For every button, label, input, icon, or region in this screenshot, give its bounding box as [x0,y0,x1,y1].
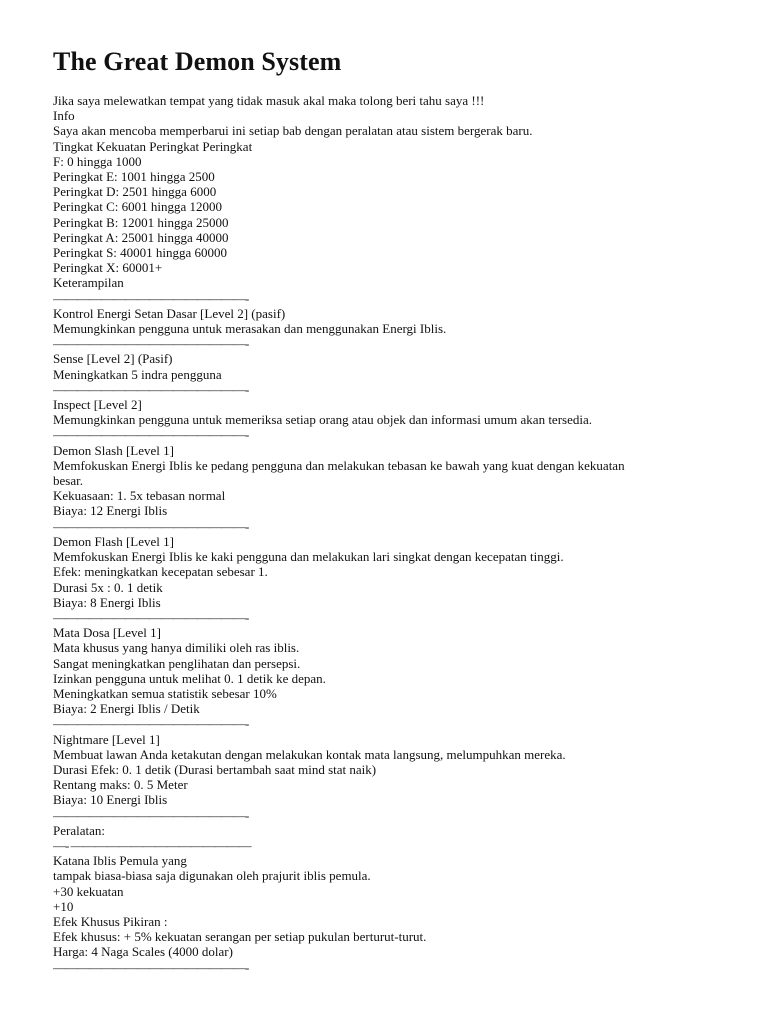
text-line: Biaya: 8 Energi Iblis [53,594,161,610]
text-line: Katana Iblis Pemula yang [53,853,187,869]
text-line: Memungkinkan pengguna untuk memeriksa setiap orang atau objek dan informasi umum akan tersedia. [53,412,592,428]
text-line: Memfokuskan Energi Iblis ke kaki pengguna dan melakukan lari singkat dengan kecepatan tinggi. [53,549,564,565]
separator-line: —- ——————————————— [53,837,251,853]
text-line: Peringkat A: 25001 hingga 40000 [53,229,229,245]
text-line: Rentang maks: 0. 5 Meter [53,777,188,793]
text-line: Peringkat X: 60001+ [53,260,163,276]
document-title: The Great Demon System [53,47,342,76]
text-line: Membuat lawan Anda ketakutan dengan melakukan kontak mata langsung, melumpuhkan mereka. [53,746,566,762]
text-line: Biaya: 2 Energi Iblis / Detik [53,701,200,717]
text-line: Peralatan: [53,822,105,838]
text-line: Meningkatkan semua statistik sebesar 10% [53,685,277,701]
text-line: Biaya: 12 Energi Iblis [53,503,168,519]
separator-line: ————————————————- [53,716,249,732]
text-line: Kekuasaan: 1. 5x tebasan normal [53,488,226,504]
text-line: Tingkat Kekuatan Peringkat Peringkat [53,138,253,154]
text-line: Efek Khusus Pikiran : [53,913,168,929]
text-line: Inspect [Level 2] [53,397,142,413]
text-line: Peringkat D: 2501 hingga 6000 [53,184,217,200]
text-line: Durasi 5x : 0. 1 detik [53,579,163,595]
text-line: Sense [Level 2] (Pasif) [53,351,173,367]
text-line: Keterampilan [53,275,124,291]
text-line: Mata Dosa [Level 1] [53,625,161,641]
text-line: Biaya: 10 Energi Iblis [53,792,168,808]
text-line: Izinkan pengguna untuk melihat 0. 1 detik ke depan. [53,670,326,686]
text-line: Jika saya melewatkan tempat yang tidak masuk akal maka tolong beri tahu saya !!! [53,93,485,108]
separator-line: ————————————————- [53,381,249,397]
text-line: Peringkat E: 1001 hingga 2500 [53,169,215,185]
text-line: Nightmare [Level 1] [53,731,160,747]
text-line: tampak biasa-biasa saja digunakan oleh prajurit iblis pemula. [53,868,371,884]
text-line: Meningkatkan 5 indra pengguna [53,366,222,382]
text-line: Kontrol Energi Setan Dasar [Level 2] (pasif) [53,305,286,321]
text-line: Efek khusus: + 5% kekuatan serangan per setiap pukulan berturut-turut. [53,929,427,945]
text-line: Mata khusus yang hanya dimiliki oleh ras iblis. [53,640,300,656]
separator-line: ————————————————- [53,427,249,443]
separator-line: ————————————————- [53,336,249,352]
text-line: Sangat meningkatkan penglihatan dan persepsi. [53,655,301,671]
text-line: Info [53,108,75,124]
text-line: Memfokuskan Energi Iblis ke pedang pengguna dan melakukan tebasan ke bawah yang kuat dengan kekuatan [53,457,625,473]
text-line: Peringkat B: 12001 hingga 25000 [53,214,229,230]
separator-line: ————————————————- [53,518,249,534]
text-line: +30 kekuatan [53,883,124,899]
text-line: Memungkinkan pengguna untuk merasakan dan menggunakan Energi Iblis. [53,321,447,337]
text-line: Harga: 4 Naga Scales (4000 dolar) [53,944,233,960]
separator-line: ————————————————- [53,290,249,306]
text-line: Peringkat C: 6001 hingga 12000 [53,199,222,215]
text-line: F: 0 hingga 1000 [53,153,142,169]
document-body [53,93,728,975]
text-line: +10 [53,898,74,914]
separator-line: ————————————————- [53,807,249,823]
text-line: Saya akan mencoba memperbarui ini setiap bab dengan peralatan atau sistem bergerak baru. [53,123,533,139]
text-line: besar. [53,473,83,489]
separator-line: ————————————————- [53,959,249,975]
text-line: Demon Flash [Level 1] [53,533,174,549]
text-line: Durasi Efek: 0. 1 detik (Durasi bertambah saat mind stat naik) [53,761,377,777]
text-line: Peringkat S: 40001 hingga 60000 [53,245,228,261]
separator-line: ————————————————- [53,609,249,625]
text-line: Demon Slash [Level 1] [53,442,174,458]
text-line: Efek: meningkatkan kecepatan sebesar 1. [53,564,268,580]
